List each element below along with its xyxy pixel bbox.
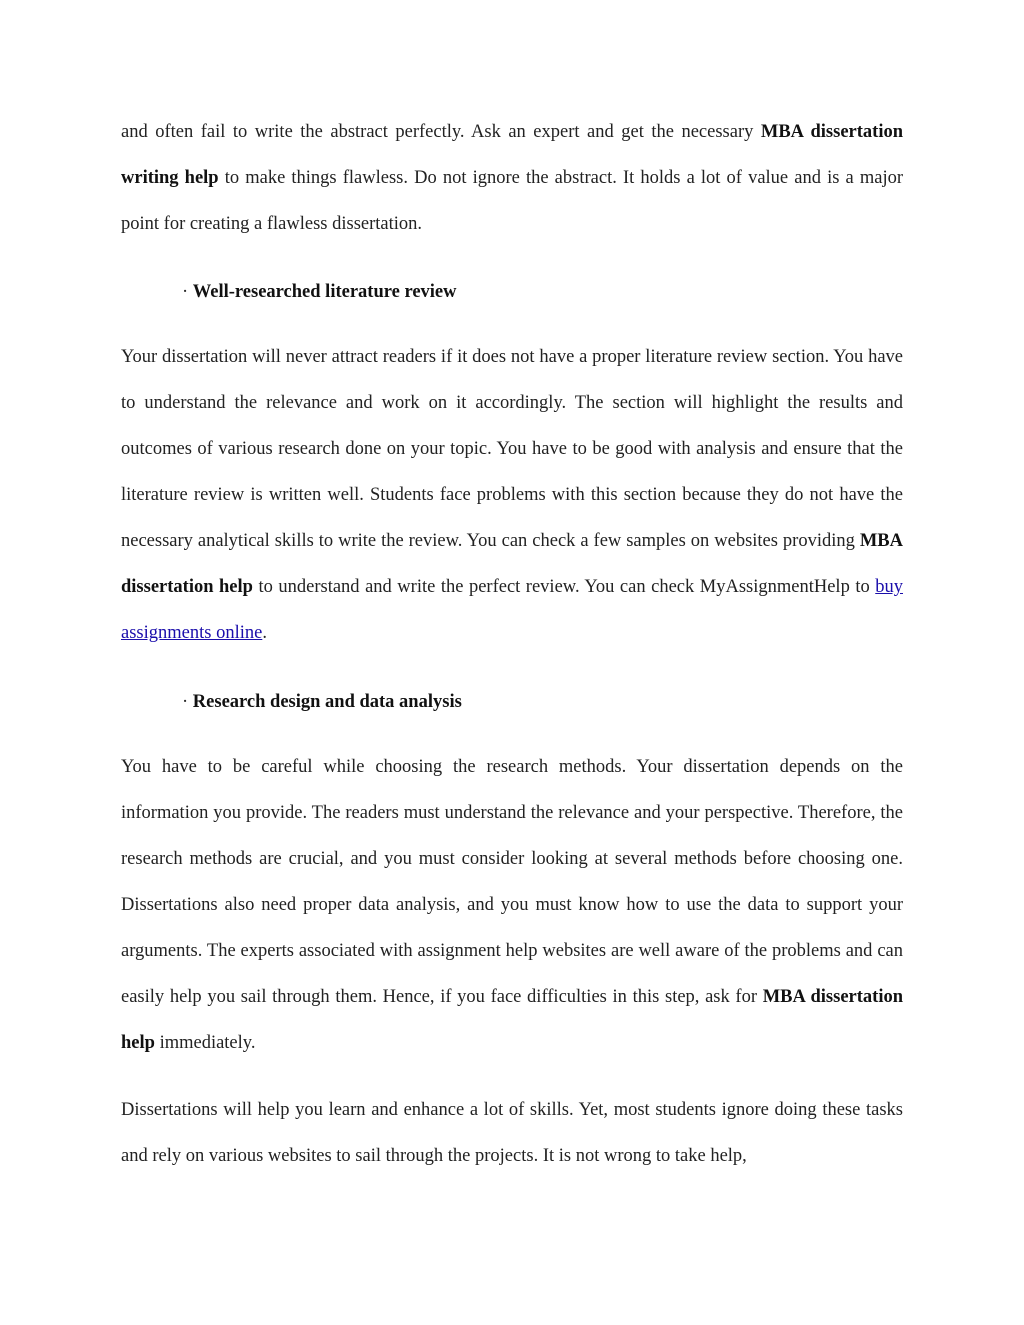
paragraph-text: Your dissertation will never attract readers if it does not have a proper literature review section. You have to understand the relevance and work on it accordingly. The section will highlight the results and outcomes of various research done on your topic. You have to be good with analysis and ensure that the literature review is written well. Students face problems with this section because they do not have the necessary analytical skills to write the review. You can check a few samples on websites providing bbox=[121, 347, 903, 551]
bold-phrase: MBA dissertation writing help bbox=[121, 122, 903, 188]
paragraph-text: You have to be careful while choosing the research methods. Your dissertation depends on the information you provide. The readers must understand the relevance and your perspective. Therefore, the research methods are crucial, and you must consider looking at several methods before choosing one. Dissertations also need proper data analysis, and you must know how to use the data to support your arguments. The experts associated with assignment help websites are well aware of the problems and can easily help you sail through them. Hence, if you face difficulties in this step, ask for bbox=[121, 757, 903, 1007]
paragraph-text: . bbox=[262, 623, 267, 643]
bold-phrase: MBA dissertation help bbox=[121, 987, 904, 1053]
paragraph-literature-review bbox=[121, 334, 903, 656]
bold-phrase: MBA dissertation help bbox=[121, 531, 903, 597]
paragraph-text: and often fail to write the abstract perfectly. Ask an expert and get the necessary bbox=[121, 122, 761, 142]
paragraph-conclusion bbox=[121, 1087, 903, 1179]
paragraph-text: to understand and write the perfect review. You can check MyAssignmentHelp to bbox=[252, 577, 876, 597]
section-heading-literature-review bbox=[182, 280, 457, 304]
bullet-icon: · bbox=[182, 282, 189, 302]
bullet-icon: · bbox=[182, 692, 189, 712]
paragraph-abstract bbox=[121, 109, 903, 247]
paragraph-text: Dissertations will help you learn and enhance a lot of skills. Yet, most students ignore doing these tasks and rely on various websites to sail through the projects. It is not wrong to take help, bbox=[121, 1100, 903, 1166]
paragraph-text: immediately. bbox=[154, 1033, 256, 1053]
section-heading-research-design bbox=[182, 690, 462, 714]
buy-assignments-link[interactable]: buy assignments online bbox=[121, 577, 903, 643]
heading-label: Research design and data analysis bbox=[192, 692, 462, 712]
heading-label: Well-researched literature review bbox=[192, 282, 457, 302]
paragraph-research-design bbox=[121, 744, 903, 1066]
paragraph-text: to make things flawless. Do not ignore the abstract. It holds a lot of value and is a major point for creating a flawless dissertation. bbox=[121, 168, 903, 234]
